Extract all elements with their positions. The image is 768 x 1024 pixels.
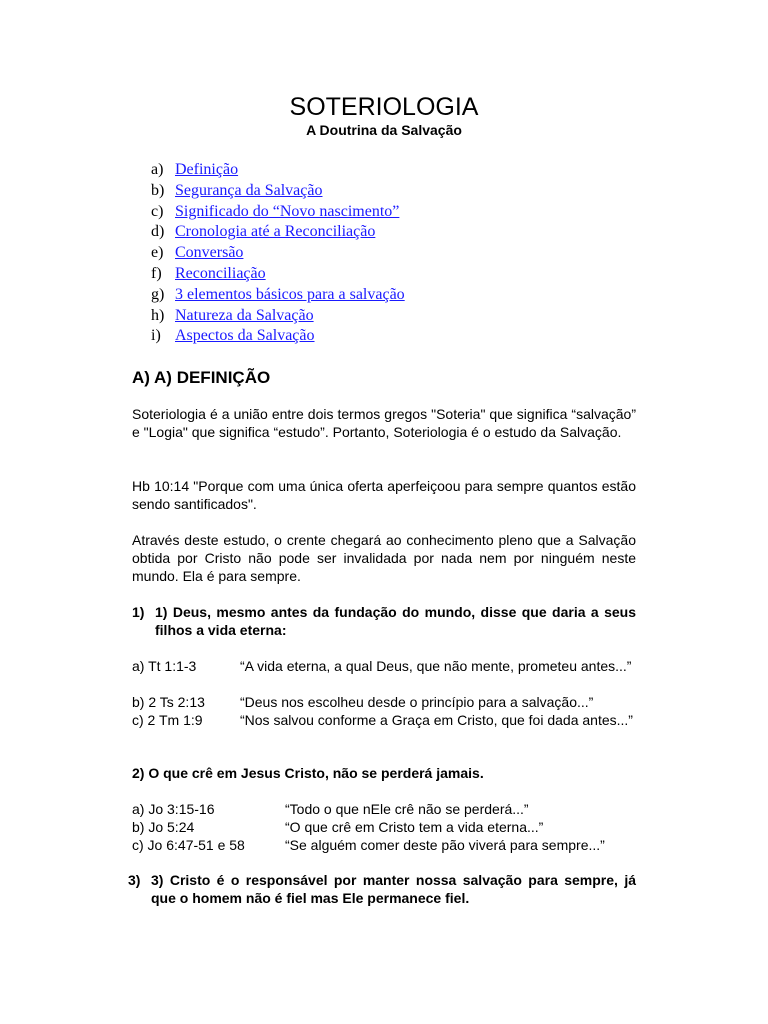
toc-item-natureza xyxy=(151,306,611,327)
toc-item-significado xyxy=(151,202,611,223)
toc-letter: a) xyxy=(151,161,164,178)
toc-item-conversao xyxy=(151,243,611,264)
toc-letter: h) xyxy=(151,306,165,324)
reference: a) Jo 3:15-16 xyxy=(132,801,215,817)
reference: c) Jo 6:47-51 e 58 xyxy=(132,837,245,853)
toc-letter: d) xyxy=(151,223,165,241)
point-1-text: 1) Deus, mesmo antes da fundação do mundo, disse que daria a seus filhos a vida eterna: xyxy=(155,604,636,638)
section-heading-definicao: A) A) DEFINIÇÃO xyxy=(132,368,271,387)
reference: a) Tt 1:1-3 xyxy=(132,658,197,674)
toc-link-seguranca[interactable]: Segurança da Salvação xyxy=(175,181,323,199)
toc-item-definicao xyxy=(151,160,611,181)
document-subtitle: A Doutrina da Salvação xyxy=(306,122,462,138)
quote: “Nos salvou conforme a Graça em Cristo, que foi dada antes...” xyxy=(240,712,633,728)
document-title: SOTERIOLOGIA xyxy=(289,93,479,121)
quote: “A vida eterna, a qual Deus, que não mente, prometeu antes...” xyxy=(240,658,632,674)
paragraph-hebrews: Hb 10:14 "Porque com uma única oferta aperfeiçoou para sempre quantos estão sendo santificados". xyxy=(132,478,636,512)
toc-link-elementos[interactable]: 3 elementos básicos para a salvação xyxy=(175,285,405,303)
point-2-ref-b xyxy=(132,818,636,836)
point-2-ref-c xyxy=(132,836,636,854)
reference: b) Jo 5:24 xyxy=(132,819,195,835)
point-2-ref-a xyxy=(132,800,636,818)
toc-item-elementos xyxy=(151,285,611,306)
point-1-heading xyxy=(132,603,636,639)
point-3-heading xyxy=(128,871,636,907)
toc-item-reconciliacao xyxy=(151,264,611,285)
toc-link-reconciliacao[interactable]: Reconciliação xyxy=(175,264,266,282)
point-2-heading: 2) O que crê em Jesus Cristo, não se perderá jamais. xyxy=(132,765,484,781)
point-1-ref-b xyxy=(132,693,636,711)
point-3-marker: 3) xyxy=(128,872,141,888)
paragraph-study: Através deste estudo, o crente chegará ao conhecimento pleno que a Salvação obtida por Cristo não pode ser invalidada por nada nem por ninguém neste mundo. Ela é para sempre. xyxy=(132,532,636,584)
paragraph-definition: Soteriologia é a união entre dois termos gregos "Soteria" que significa “salvação” e "Logia" que significa “estudo”. Portanto, Soteriologia é o estudo da Salvação. xyxy=(132,406,636,440)
toc-link-significado[interactable]: Significado do “Novo nascimento” xyxy=(175,202,400,220)
point-1-marker: 1) xyxy=(132,604,145,620)
toc-letter: b) xyxy=(151,181,165,199)
toc-link-cronologia[interactable]: Cronologia até a Reconciliação xyxy=(175,223,376,241)
point-1-ref-c xyxy=(132,711,636,729)
quote: “Todo o que nEle crê não se perderá...” xyxy=(285,801,529,817)
toc-item-seguranca xyxy=(151,181,611,202)
toc-link-definicao[interactable]: Definição xyxy=(175,161,239,178)
point-1-ref-a xyxy=(132,657,636,675)
toc-item-aspectos xyxy=(151,326,611,347)
toc-letter: g) xyxy=(151,285,165,303)
reference: b) 2 Ts 2:13 xyxy=(132,694,205,710)
quote: “Se alguém comer deste pão viverá para sempre...” xyxy=(285,837,605,853)
point-3-text: 3) Cristo é o responsável por manter nossa salvação para sempre, já que o homem não é fiel mas Ele permanece fiel. xyxy=(151,872,636,906)
reference: c) 2 Tm 1:9 xyxy=(132,712,203,728)
toc-letter: e) xyxy=(151,244,164,262)
quote: “Deus nos escolheu desde o princípio para a salvação...” xyxy=(240,694,594,710)
table-of-contents xyxy=(151,160,611,347)
toc-link-aspectos[interactable]: Aspectos da Salvação xyxy=(175,327,315,345)
toc-letter: i) xyxy=(151,327,161,345)
quote: “O que crê em Cristo tem a vida eterna...” xyxy=(285,819,544,835)
toc-item-cronologia xyxy=(151,222,611,243)
toc-link-conversao[interactable]: Conversão xyxy=(175,244,244,262)
toc-link-natureza[interactable]: Natureza da Salvação xyxy=(175,306,314,324)
toc-letter: f) xyxy=(151,264,162,282)
toc-letter: c) xyxy=(151,202,164,220)
